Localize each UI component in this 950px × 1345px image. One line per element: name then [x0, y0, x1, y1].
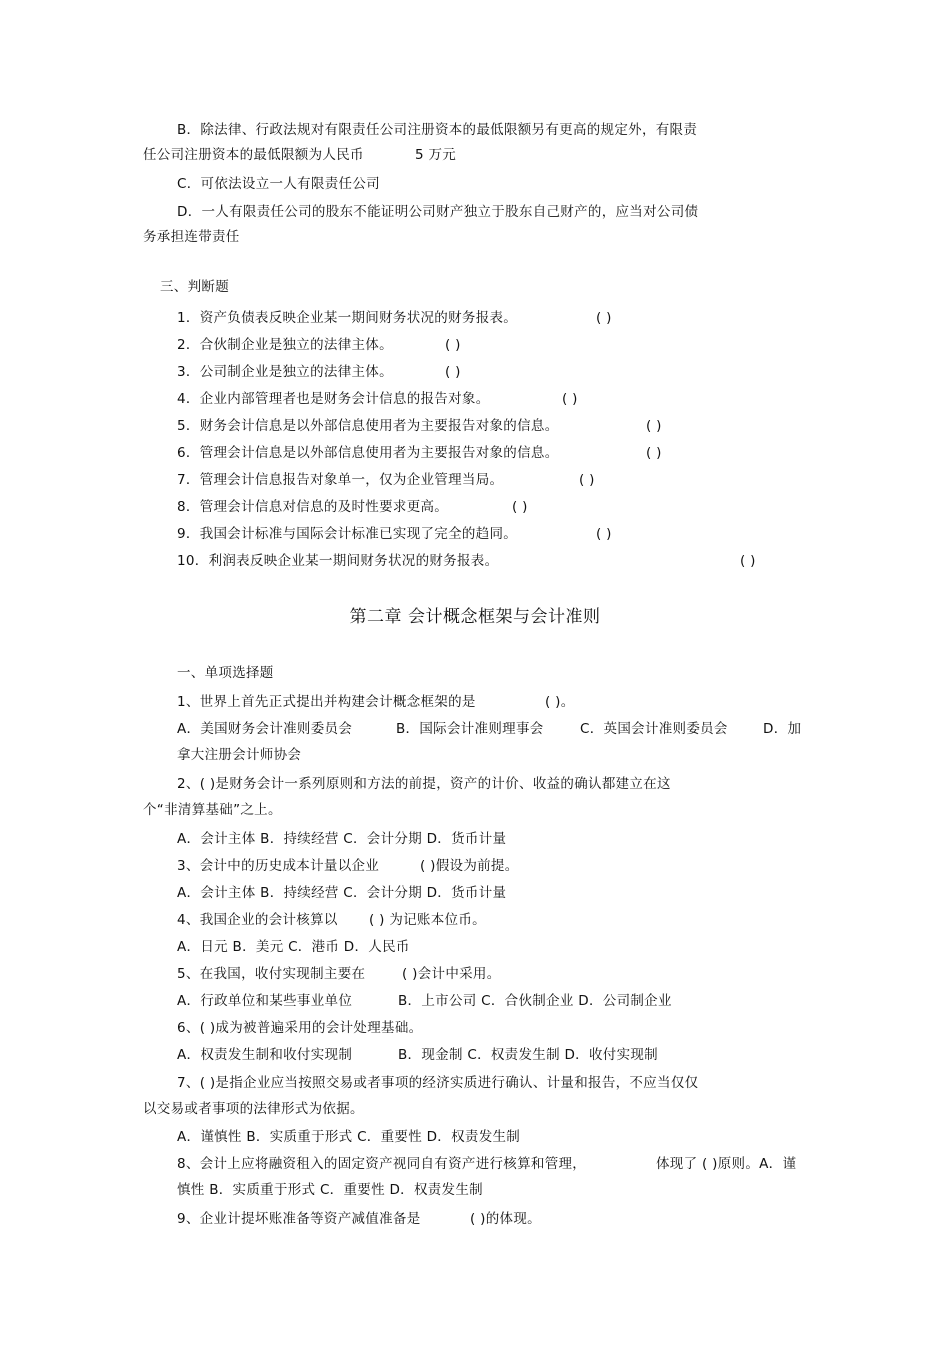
judge-paren: ( )	[646, 445, 662, 461]
q7-options: A．谨慎性 B．实质重于形式 C．重要性 D．权责发生制	[177, 1129, 521, 1145]
q6-options-rest: B．现金制 C．权责发生制 D．收付实现制	[398, 1047, 658, 1063]
judge-item: 5．财务会计信息是以外部信息使用者为主要报告对象的信息。	[177, 418, 559, 434]
question-9-paren: ( )的体现。	[470, 1211, 541, 1227]
question-8-line2: 慎性 B．实质重于形式 C．重要性 D．权责发生制	[177, 1182, 483, 1198]
q5-option-a: A．行政单位和某些事业单位	[177, 993, 353, 1009]
judge-paren: ( )	[646, 418, 662, 434]
question-5-paren: ( )会计中采用。	[402, 966, 501, 982]
question-1-paren: ( )。	[545, 694, 575, 710]
chapter-title: 第二章 会计概念框架与会计准则	[349, 607, 601, 627]
question-5: 5、在我国，收付实现制主要在	[177, 966, 366, 982]
q1-option-d: D．加	[763, 721, 802, 737]
question-4-paren: ( ) 为记账本位币。	[369, 912, 486, 928]
judge-item: 8．管理会计信息对信息的及时性要求更高。	[177, 499, 449, 515]
judge-paren: ( )	[445, 337, 461, 353]
question-3: 3、会计中的历史成本计量以企业	[177, 858, 380, 874]
judge-paren: ( )	[596, 310, 612, 326]
q1-option-b: B．国际会计准则理事会	[396, 721, 544, 737]
judge-item: 6．管理会计信息是以外部信息使用者为主要报告对象的信息。	[177, 445, 559, 461]
judge-paren: ( )	[579, 472, 595, 488]
question-7-line2: 以交易或者事项的法律形式为依据。	[143, 1101, 364, 1117]
option-b-line2: 任公司注册资本的最低限额为人民币	[143, 147, 364, 163]
question-8-cont: 体现了 ( )原则。A．谨	[656, 1156, 797, 1172]
q2-options: A．会计主体 B．持续经营 C．会计分期 D．货币计量	[177, 831, 507, 847]
q3-options: A．会计主体 B．持续经营 C．会计分期 D．货币计量	[177, 885, 507, 901]
option-d-line2: 务承担连带责任	[143, 229, 240, 245]
judge-paren: ( )	[740, 553, 756, 569]
q5-options-rest: B．上市公司 C．合伙制企业 D．公司制企业	[398, 993, 672, 1009]
question-7-line1: 7、( )是指企业应当按照交易或者事项的经济实质进行确认、计量和报告，不应当仅仅	[177, 1075, 699, 1091]
judge-item: 2．合伙制企业是独立的法律主体。	[177, 337, 393, 353]
q1-option-c: C．英国会计准则委员会	[580, 721, 728, 737]
question-4: 4、我国企业的会计核算以	[177, 912, 338, 928]
judge-item: 10．利润表反映企业某一期间财务状况的财务报表。	[177, 553, 499, 569]
q1-option-d-cont: 拿大注册会计师协会	[177, 747, 302, 763]
question-8: 8、会计上应将融资租入的固定资产视同自有资产进行核算和管理，	[177, 1156, 587, 1172]
option-d-line1: D．一人有限责任公司的股东不能证明公司财产独立于股东自己财产的，应当对公司债	[177, 204, 699, 220]
q1-option-a: A．美国财务会计准则委员会	[177, 721, 353, 737]
judge-item: 3．公司制企业是独立的法律主体。	[177, 364, 393, 380]
judge-paren: ( )	[512, 499, 528, 515]
single-choice-heading: 一、单项选择题	[177, 665, 274, 681]
judge-item: 1．资产负债表反映企业某一期间财务状况的财务报表。	[177, 310, 518, 326]
judge-item: 7．管理会计信息报告对象单一，仅为企业管理当局。	[177, 472, 504, 488]
judge-paren: ( )	[562, 391, 578, 407]
question-3-paren: ( )假设为前提。	[420, 858, 519, 874]
question-1: 1、世界上首先正式提出并构建会计概念框架的是	[177, 694, 476, 710]
judge-paren: ( )	[596, 526, 612, 542]
option-c: C．可依法设立一人有限责任公司	[177, 176, 380, 192]
question-2-line2: 个“非清算基础”之上。	[143, 802, 282, 818]
question-6: 6、( )成为被普遍采用的会计处理基础。	[177, 1020, 423, 1036]
option-b-amount: 5 万元	[415, 147, 457, 163]
option-b-line1: B．除法律、行政法规对有限责任公司注册资本的最低限额另有更高的规定外，有限责	[177, 122, 698, 138]
q6-option-a: A．权责发生制和收付实现制	[177, 1047, 353, 1063]
judge-item: 4．企业内部管理者也是财务会计信息的报告对象。	[177, 391, 490, 407]
q4-options: A．日元 B．美元 C．港币 D．人民币	[177, 939, 410, 955]
judge-item: 9．我国会计标准与国际会计标准已实现了完全的趋同。	[177, 526, 518, 542]
judge-paren: ( )	[445, 364, 461, 380]
judge-heading: 三、判断题	[160, 279, 229, 295]
question-2-line1: 2、( )是财务会计一系列原则和方法的前提，资产的计价、收益的确认都建立在这	[177, 776, 671, 792]
question-9: 9、企业计提坏账准备等资产减值准备是	[177, 1211, 421, 1227]
